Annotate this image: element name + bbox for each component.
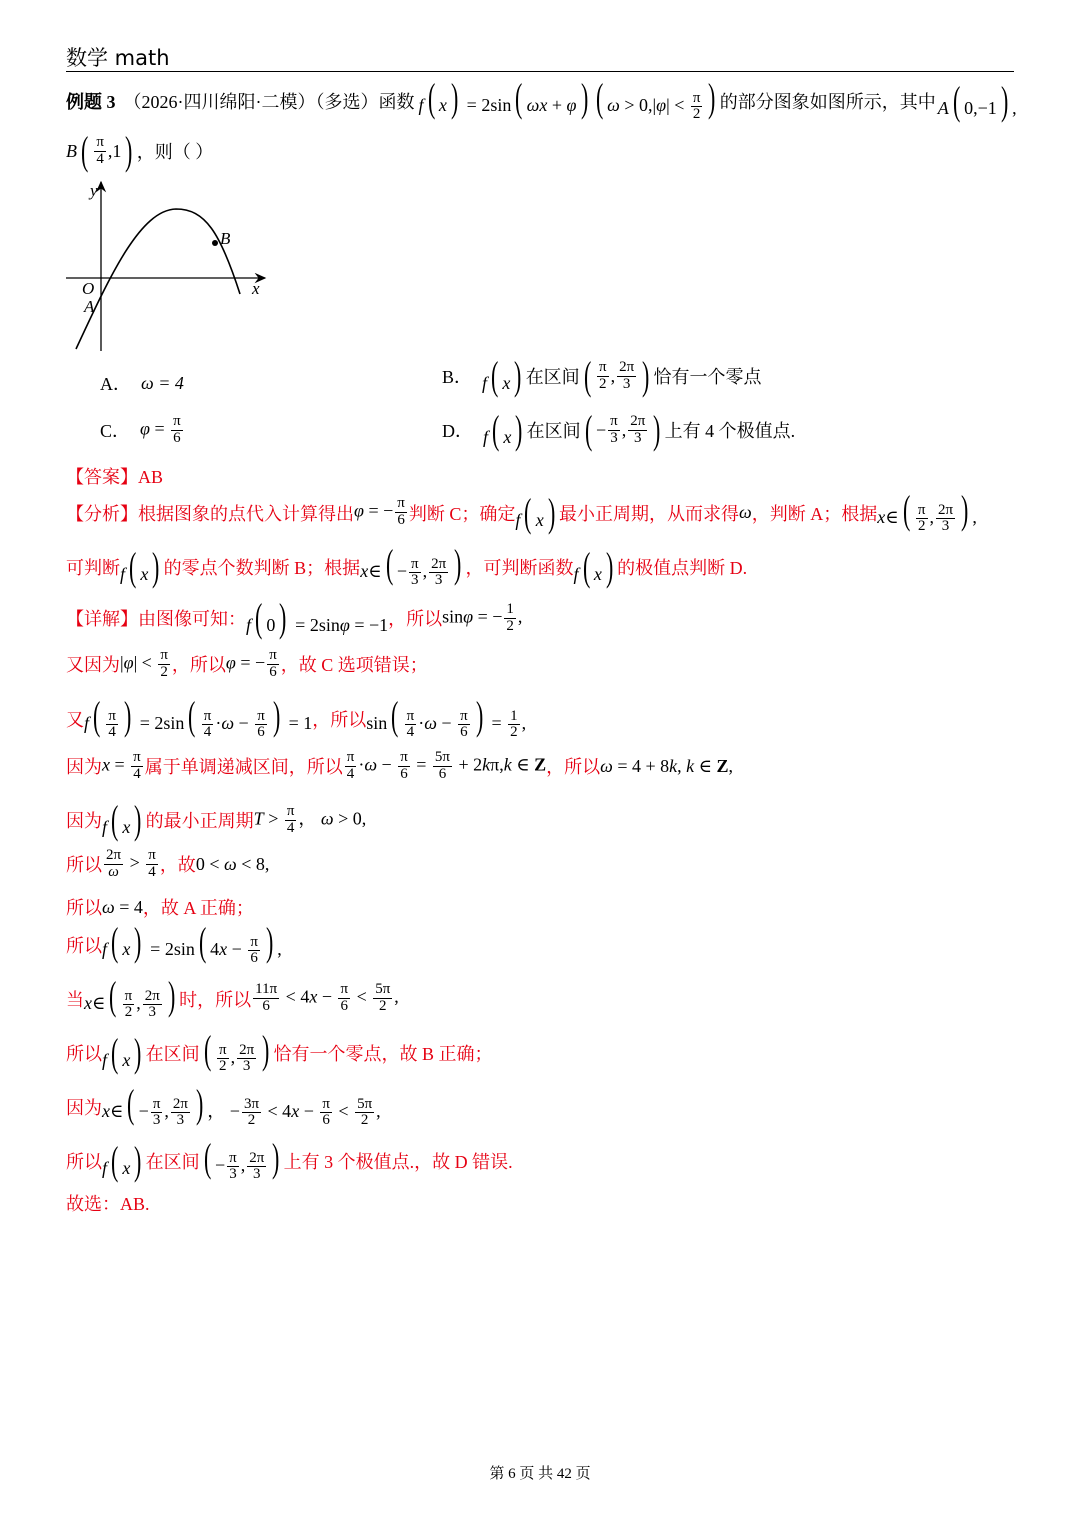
point-b-graph-label: B bbox=[220, 229, 231, 248]
detail-text: 恰有一个零点，故 B 正确； bbox=[273, 1043, 493, 1064]
y-axis-label: y bbox=[90, 181, 98, 200]
detail-line6: 所以 $\frac{2\pi}{\omega}$ > $\frac{\pi}{4}$ ，故 0 < ω < 8, bbox=[66, 847, 270, 880]
detail-text: ，所以 bbox=[546, 757, 601, 778]
problem-stem-text2: 的部分图象如图所示，其中 bbox=[719, 91, 936, 112]
problem-stem-text1: 函数 bbox=[378, 91, 415, 112]
page-header: 数学 math bbox=[66, 46, 170, 70]
detail-text: 所以 bbox=[66, 1151, 102, 1172]
detail-line7: 所以 ω = 4 ，故 A 正确； bbox=[66, 894, 254, 920]
x-axis-label: x bbox=[252, 279, 260, 298]
detail-line8: 所以 f( x) = 2sin( 4x − $\frac{\pi}{6}$ ) , bbox=[66, 919, 282, 967]
detail-text: 因为 bbox=[66, 1097, 102, 1118]
function-graph bbox=[60, 176, 280, 356]
detail-text: ，故 A 正确； bbox=[142, 898, 254, 918]
analysis-text: ，判断 A；根据 bbox=[751, 503, 878, 524]
option-b-text2: 恰有一个零点 bbox=[653, 367, 762, 387]
page-footer: 第 6 页 共 42 页 bbox=[489, 1466, 591, 1482]
option-c-letter: C． bbox=[100, 421, 131, 442]
detail-label: 【详解】 bbox=[66, 609, 138, 629]
detail-text: ，所以 bbox=[171, 655, 226, 676]
option-a-text: ω = 4 bbox=[141, 372, 184, 393]
option-b: B． f( x) 在区间 ( $\frac{\pi}{2}$ , $\frac{2\pi}{3}$ ) 恰有一个零点 bbox=[442, 353, 762, 398]
detail-text: ，所以 bbox=[312, 709, 367, 730]
analysis-text: 可判断 bbox=[66, 557, 120, 578]
detail-line13: 故选：AB. bbox=[66, 1194, 150, 1214]
point-b-label: B bbox=[66, 140, 77, 161]
analysis-text: ，可判断函数 bbox=[465, 557, 574, 578]
analysis-text: 最小正周期，从而求得 bbox=[559, 503, 740, 524]
detail-text: 在区间 bbox=[145, 1043, 200, 1064]
detail-line1: 【详解】 由图像可知： f( 0) = 2sinφ = −1 ，所以 sinφ = − $\frac{1}{2}$ , bbox=[66, 595, 523, 640]
detail-text: 属于单调递减区间，所以 bbox=[144, 757, 343, 778]
option-d-text2: 上有 4 个极值点. bbox=[664, 421, 796, 441]
problem-label: 例题 3 bbox=[66, 91, 116, 112]
point-b-marker bbox=[212, 240, 218, 246]
analysis-text: 根据图象的点代入计算得出 bbox=[138, 503, 354, 524]
point-a-label: A bbox=[84, 297, 95, 316]
detail-text: 又因为 bbox=[66, 655, 120, 676]
option-b-letter: B． bbox=[442, 367, 473, 387]
detail-text: 当 bbox=[66, 989, 84, 1010]
detail-text: 上有 3 个极值点.，故 D 错误. bbox=[283, 1151, 513, 1172]
detail-line3: 又 f( $\frac{\pi}{4}$ ) = 2sin( $\frac{\pi}{4}$ ·ω − $\frac{\pi}{6}$ ) = 1 ，所以 sin( $\frac{\pi}{4}$ ·ω − $\frac{\pi}{6}$ ) = $\frac{1}{2}$ , bbox=[66, 693, 527, 741]
answer-line bbox=[66, 463, 163, 489]
analysis-text: 判断 C；确定 bbox=[408, 503, 516, 524]
problem-stem-text3: ，则（ ） bbox=[136, 142, 214, 162]
detail-line5: 因为 f( x) 的最小正周期 T > $\frac{\pi}{4}$ ， ω > 0, bbox=[66, 797, 367, 842]
option-d-text1: 在区间 bbox=[526, 421, 581, 441]
analysis-text: 的零点个数判断 B；根据 bbox=[163, 557, 361, 578]
origin-label: O bbox=[82, 279, 95, 298]
detail-text: 因为 bbox=[66, 757, 102, 778]
detail-line12: 所以 f( x) 在区间 ( − $\frac{\pi}{3}$ , $\frac{2\pi}{3}$ ) 上有 3 个极值点.，故 D 错误. bbox=[66, 1135, 513, 1183]
detail-text: 所以 bbox=[66, 898, 102, 918]
detail-text: 因为 bbox=[66, 811, 102, 831]
detail-text: 的最小正周期 bbox=[145, 811, 254, 831]
detail-text: 所以 bbox=[66, 935, 102, 956]
detail-text: 时，所以 bbox=[179, 989, 252, 1010]
option-a bbox=[100, 370, 184, 396]
header-rule bbox=[66, 71, 1014, 72]
option-b-text1: 在区间 bbox=[525, 367, 580, 387]
detail-text: 所以 bbox=[66, 855, 102, 876]
analysis-line2: 可判断 f( x) 的零点个数判断 B；根据 x∈( − $\frac{\pi}{3}$ , $\frac{2\pi}{3}$ ) ，可判断函数 f( x) 的极值点判断 D. bbox=[66, 541, 748, 589]
answer-label: 【答案】 bbox=[66, 467, 138, 487]
analysis-line1: 【分析】 根据图象的点代入计算得出 φ = − $\frac{\pi}{6}$ 判断 C；确定 f( x) 最小正周期，从而求得 ω ，判断 A；根据 x∈( $\frac{\pi}{2}$ , $\frac{2\pi}{3}$ ) , bbox=[66, 487, 977, 535]
answer-value: AB bbox=[138, 467, 164, 487]
detail-line9: 当 x∈( $\frac{\pi}{2}$ , $\frac{2\pi}{3}$ ) 时，所以 $\frac{11\pi}{6}$ < 4x − $\frac{\pi}{6}$ < $\frac{5\pi}{2}$ , bbox=[66, 973, 399, 1021]
detail-text: ，故 bbox=[159, 855, 196, 876]
detail-line2: 又因为 |φ| < $\frac{\pi}{2}$ ，所以 φ = − $\frac{\pi}{6}$ ，故 C 选项错误； bbox=[66, 647, 428, 680]
problem-stem-line1: 例题 3 （2026·四川绵阳·二模）（多选） 函数 f( x) = 2sin( ωx + φ) ( ω > 0,|φ| < $\frac{\pi}{2}$ ) 的部分图象如图所示，其中 A( 0,−1) , bbox=[66, 75, 1017, 123]
detail-text: 在区间 bbox=[145, 1151, 200, 1172]
detail-text: 所以 bbox=[66, 1043, 102, 1064]
detail-line10: 所以 f( x) 在区间 ( $\frac{\pi}{2}$ , $\frac{2\pi}{3}$ ) 恰有一个零点，故 B 正确； bbox=[66, 1027, 493, 1075]
option-c: C． φ = $\frac{\pi}{6}$ bbox=[100, 413, 181, 446]
detail-text: 由图像可知： bbox=[138, 609, 246, 629]
analysis-text: 的极值点判断 D. bbox=[617, 557, 748, 578]
option-d-letter: D． bbox=[442, 421, 473, 441]
detail-line11: 因为 x∈( − $\frac{\pi}{3}$ , $\frac{2\pi}{3}$ ) ， − $\frac{3\pi}{2}$ < 4x − $\frac{\pi}{6}$ < $\frac{5\pi}{2}$ , bbox=[66, 1081, 381, 1129]
detail-text: ，所以 bbox=[388, 609, 443, 629]
problem-source: （2026·四川绵阳·二模）（多选） bbox=[123, 91, 379, 112]
problem-stem-line2: B ( $\frac{\pi}{4}$ ,1 ) ，则（ ） bbox=[66, 128, 214, 173]
detail-line4: 因为 x = $\frac{\pi}{4}$ 属于单调递减区间，所以 $\frac{\pi}{4}$ ·ω − $\frac{\pi}{6}$ = $\frac{5\pi}{6}$ + 2kπ,k ∈ Z ，所以 ω = 4 + 8k, k ∈ Z, bbox=[66, 749, 733, 782]
detail-text: ，故 C 选项错误； bbox=[280, 655, 428, 676]
analysis-label: 【分析】 bbox=[66, 503, 138, 524]
option-d: D． f( x) 在区间 ( − $\frac{\pi}{3}$ , $\frac{2\pi}{3}$ ) 上有 4 个极值点. bbox=[442, 407, 796, 452]
detail-text: 又 bbox=[66, 709, 84, 730]
option-a-letter: A． bbox=[100, 374, 131, 394]
